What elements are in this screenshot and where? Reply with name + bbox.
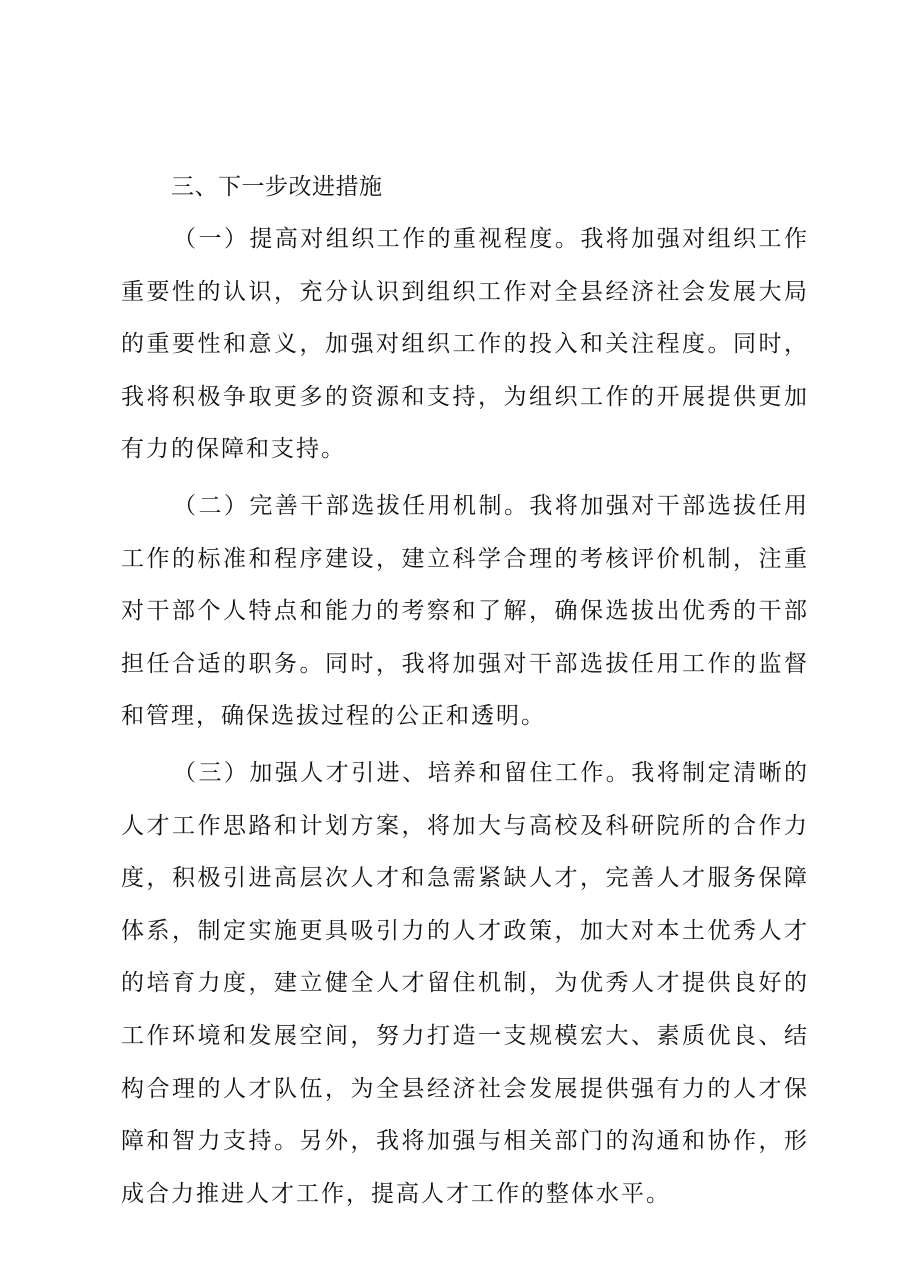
paragraph-3: （三）加强人才引进、培养和留住工作。我将制定清晰的人才工作思路和计划方案，将加大与高校及科研院所的合作力度，积极引进高层次人才和急需紧缺人才，完善人才服务保障体系，制定实施更具吸引力的人才政策，加大对本土优秀人才的培育力度，建立健全人才留住机制，为优秀人才提供良好的工作环境和发展空间，努力打造一支规模宏大、素质优良、结构合理的人才队伍，为全县经济社会发展提供强有力的人才保障和智力支持。另外，我将加强与相关部门的沟通和协作，形成合力推进人才工作，提高人才工作的整体水平。 <box>121 759 809 1207</box>
section-heading: 三、下一步改进措施 <box>171 174 383 200</box>
paragraph-1: （一）提高对组织工作的重视程度。我将加强对组织工作重要性的认识，充分认识到组织工作对全县经济社会发展大局的重要性和意义，加强对组织工作的投入和关注程度。同时，我将积极争取更多的资源和支持，为组织工作的开展提供更加有力的保障和支持。 <box>121 226 809 463</box>
document-body <box>121 161 809 1220</box>
paragraph-2: （二）完善干部选拔任用机制。我将加强对干部选拔任用工作的标准和程序建设，建立科学合理的考核评价机制，注重对干部个人特点和能力的考察和了解，确保选拔出优秀的干部担任合适的职务。同时，我将加强对干部选拔任用工作的监督和管理，确保选拔过程的公正和透明。 <box>121 492 809 730</box>
